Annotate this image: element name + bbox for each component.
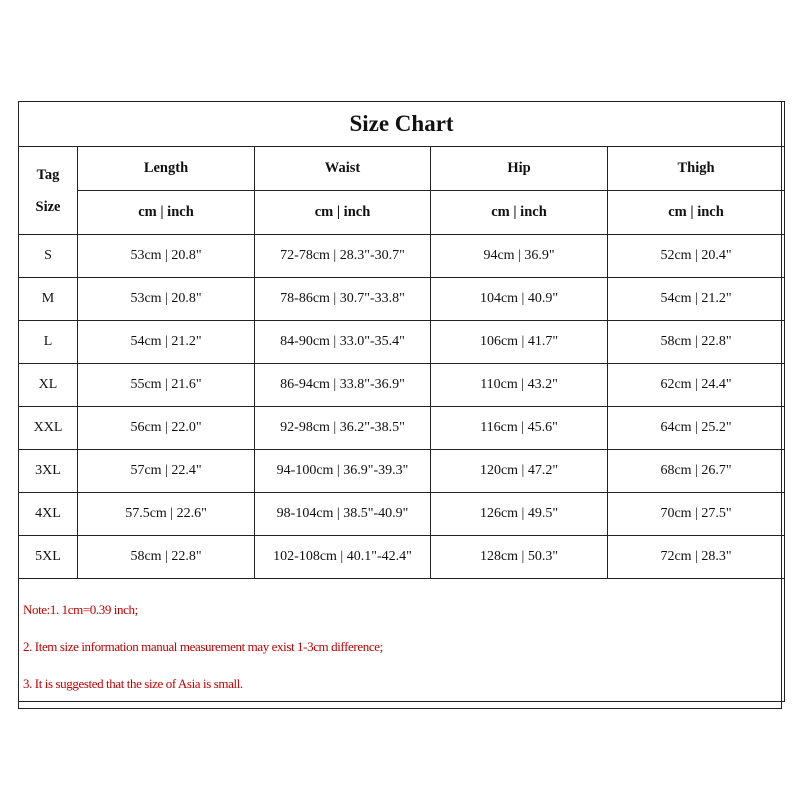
size-cell: 4XL [19, 493, 78, 536]
thigh-cell: 52cm | 20.4" [608, 235, 785, 278]
length-cell: 57.5cm | 22.6" [78, 493, 255, 536]
chart-title: Size Chart [19, 102, 785, 147]
table-row [19, 235, 785, 278]
unit-label-hip: cm | inch [431, 191, 608, 235]
thigh-cell: 54cm | 21.2" [608, 278, 785, 321]
unit-label-thigh: cm | inch [608, 191, 785, 235]
thigh-cell: 72cm | 28.3" [608, 536, 785, 579]
column-header-thigh: Thigh [608, 147, 785, 191]
note-1: Note:1. 1cm=0.39 inch; [23, 602, 138, 617]
table-row [19, 450, 785, 493]
thigh-cell: 68cm | 26.7" [608, 450, 785, 493]
length-cell: 55cm | 21.6" [78, 364, 255, 407]
waist-cell: 86-94cm | 33.8"-36.9" [255, 364, 431, 407]
hip-cell: 104cm | 40.9" [431, 278, 608, 321]
column-header-length: Length [78, 147, 255, 191]
hip-cell: 106cm | 41.7" [431, 321, 608, 364]
hip-cell: 126cm | 49.5" [431, 493, 608, 536]
thigh-cell: 62cm | 24.4" [608, 364, 785, 407]
length-cell: 58cm | 22.8" [78, 536, 255, 579]
waist-cell: 84-90cm | 33.0"-35.4" [255, 321, 431, 364]
note-3: 3. It is suggested that the size of Asia is small. [23, 676, 243, 691]
hip-cell: 116cm | 45.6" [431, 407, 608, 450]
column-header-hip: Hip [431, 147, 608, 191]
size-rows [19, 235, 785, 579]
length-cell: 53cm | 20.8" [78, 278, 255, 321]
waist-cell: 78-86cm | 30.7"-33.8" [255, 278, 431, 321]
hip-cell: 94cm | 36.9" [431, 235, 608, 278]
thigh-cell: 70cm | 27.5" [608, 493, 785, 536]
size-cell: XXL [19, 407, 78, 450]
length-cell: 54cm | 21.2" [78, 321, 255, 364]
tag-label: Tag [36, 166, 60, 183]
waist-cell: 92-98cm | 36.2"-38.5" [255, 407, 431, 450]
table-row [19, 493, 785, 536]
thigh-cell: 64cm | 25.2" [608, 407, 785, 450]
size-cell: S [19, 235, 78, 278]
table-row [19, 536, 785, 579]
table-row [19, 321, 785, 364]
length-cell: 57cm | 22.4" [78, 450, 255, 493]
unit-label-waist: cm | inch [255, 191, 431, 235]
waist-cell: 102-108cm | 40.1"-42.4" [255, 536, 431, 579]
size-cell: 3XL [19, 450, 78, 493]
length-cell: 56cm | 22.0" [78, 407, 255, 450]
hip-cell: 110cm | 43.2" [431, 364, 608, 407]
size-cell: L [19, 321, 78, 364]
hip-cell: 128cm | 50.3" [431, 536, 608, 579]
size-label: Size [35, 198, 61, 215]
column-header-waist: Waist [255, 147, 431, 191]
waist-cell: 98-104cm | 38.5"-40.9" [255, 493, 431, 536]
size-cell: XL [19, 364, 78, 407]
hip-cell: 120cm | 47.2" [431, 450, 608, 493]
table-row [19, 407, 785, 450]
table-row [19, 364, 785, 407]
thigh-cell: 58cm | 22.8" [608, 321, 785, 364]
unit-label-length: cm | inch [78, 191, 255, 235]
waist-cell: 72-78cm | 28.3"-30.7" [255, 235, 431, 278]
notes [23, 600, 763, 711]
waist-cell: 94-100cm | 36.9"-39.3" [255, 450, 431, 493]
table-row [19, 278, 785, 321]
length-cell: 53cm | 20.8" [78, 235, 255, 278]
note-2: 2. Item size information manual measurement may exist 1-3cm difference; [23, 639, 383, 654]
size-cell: 5XL [19, 536, 78, 579]
size-cell: M [19, 278, 78, 321]
tag-size-header [19, 147, 78, 235]
